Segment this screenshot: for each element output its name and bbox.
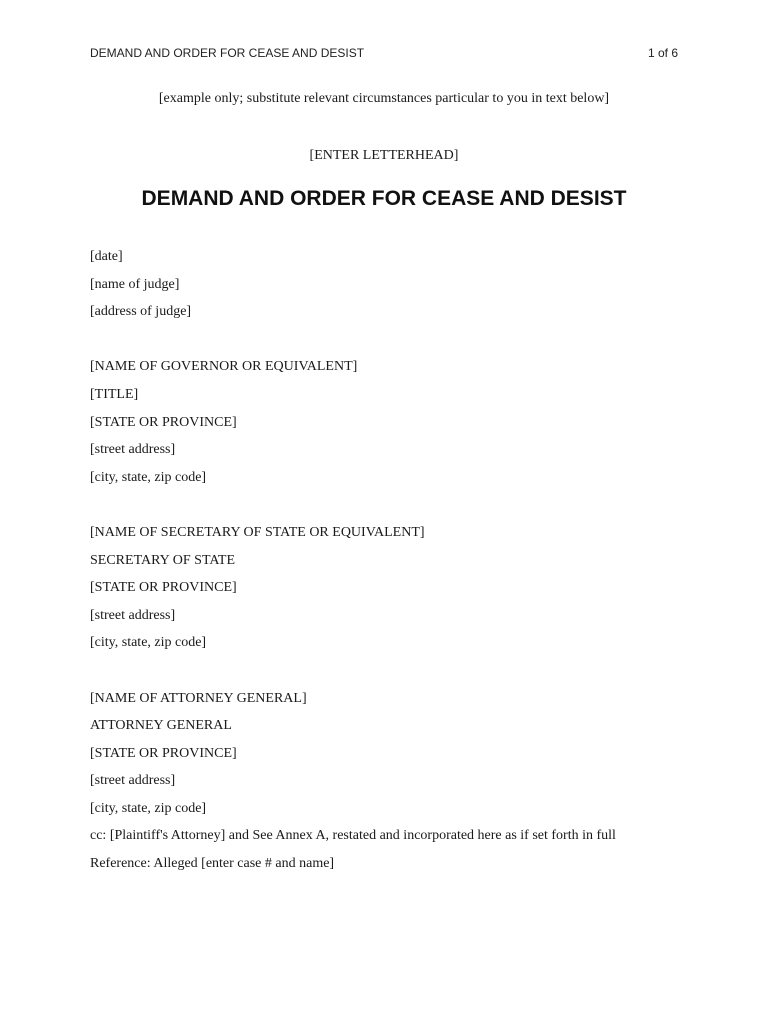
cc-line: cc: [Plaintiff's Attorney] and See Annex A, restated and incorporated here as if set forth in full	[90, 828, 616, 844]
secretary-title-line: SECRETARY OF STATE	[90, 552, 236, 568]
governor-title-line: [TITLE]	[90, 386, 139, 402]
reference-line: Reference: Alleged [enter case # and name]	[90, 856, 335, 872]
attorney-city-line: [city, state, zip code]	[90, 800, 207, 816]
governor-state-line: [STATE OR PROVINCE]	[90, 414, 237, 430]
judge-address-line: [address of judge]	[90, 304, 192, 320]
block-spacer	[90, 329, 690, 357]
page-indicator: 1 of 6	[647, 46, 678, 60]
block-spacer	[90, 494, 690, 522]
governor-name-line: [NAME OF GOVERNOR OR EQUIVALENT]	[90, 359, 358, 375]
secretary-name-line: [NAME OF SECRETARY OF STATE OR EQUIVALENT]	[90, 524, 425, 540]
attorney-street-line: [street address]	[90, 773, 176, 789]
secretary-city-line: [city, state, zip code]	[90, 635, 207, 651]
governor-address-block	[90, 356, 690, 494]
attorney-title-line: ATTORNEY GENERAL	[90, 718, 232, 734]
attorney-address-block	[90, 688, 690, 826]
governor-street-line: [street address]	[90, 442, 176, 458]
attorney-state-line: [STATE OR PROVINCE]	[90, 745, 237, 761]
instruction-note: [example only; substitute relevant circumstances particular to you in text below]	[158, 91, 610, 106]
document-title: DEMAND AND ORDER FOR CEASE AND DESIST	[141, 187, 627, 210]
secretary-street-line: [street address]	[90, 607, 176, 623]
block-spacer	[90, 660, 690, 688]
attorney-name-line: [NAME OF ATTORNEY GENERAL]	[90, 690, 307, 706]
date-block	[90, 246, 690, 329]
secretary-state-line: [STATE OR PROVINCE]	[90, 580, 237, 596]
letterhead-placeholder: [ENTER LETTERHEAD]	[309, 148, 459, 163]
governor-city-line: [city, state, zip code]	[90, 469, 207, 485]
judge-name-line: [name of judge]	[90, 276, 180, 292]
running-header-title: DEMAND AND ORDER FOR CEASE AND DESIST	[90, 46, 365, 60]
secretary-address-block	[90, 522, 690, 660]
date-line: [date]	[90, 249, 123, 264]
document-body	[90, 246, 690, 881]
